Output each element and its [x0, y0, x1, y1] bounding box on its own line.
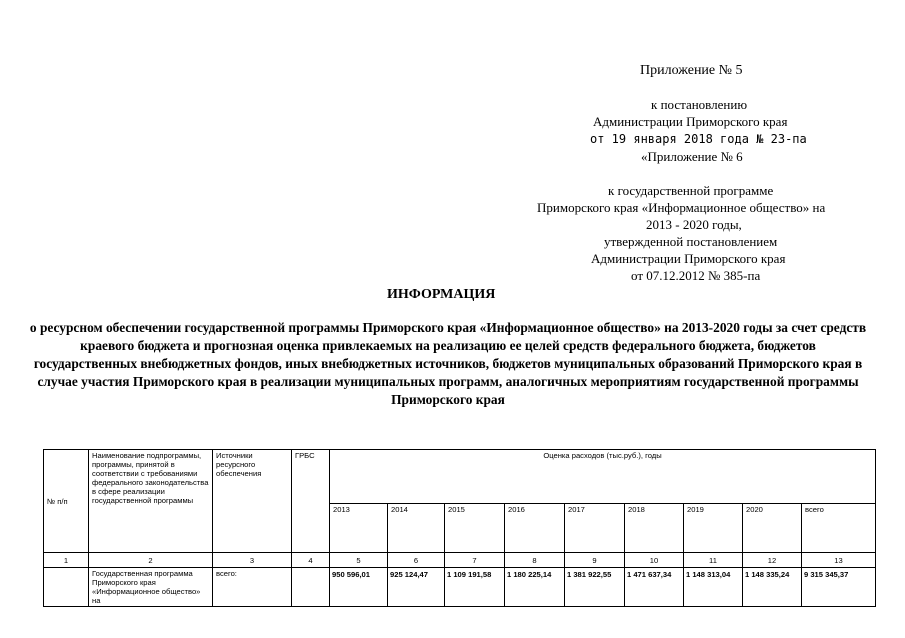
resolution-date-number: от 19 января 2018 года № 23-па	[590, 132, 807, 146]
row-grbs	[292, 568, 330, 607]
year-header: 2013	[330, 504, 388, 553]
year-header: 2018	[625, 504, 684, 553]
row-value-2014: 925 124,47	[388, 568, 445, 607]
year-header-total: всего	[802, 504, 876, 553]
row-value-2015: 1 109 191,58	[445, 568, 505, 607]
year-header: 2020	[743, 504, 802, 553]
administration-label-2: Администрации Приморского края	[591, 251, 786, 266]
year-header: 2019	[684, 504, 743, 553]
column-number: 6	[388, 553, 445, 568]
row-value-2019: 1 148 313,04	[684, 568, 743, 607]
resource-table	[43, 449, 876, 607]
row-value-total: 9 315 345,37	[802, 568, 876, 607]
year-header: 2014	[388, 504, 445, 553]
header-estimate: Оценка расходов (тыс.руб.), годы	[330, 450, 876, 504]
column-number: 4	[292, 553, 330, 568]
row-value-2013: 950 596,01	[330, 568, 388, 607]
column-number: 12	[743, 553, 802, 568]
row-source: всего:	[213, 568, 292, 607]
program-name-label: Приморского края «Информационное общество» на	[537, 200, 826, 215]
column-number-row	[44, 553, 876, 568]
document-subtitle: о ресурсном обеспечении государственной программы Приморского края «Информационное общество» на 2013-2020 годы за счет средств краевого бюджета и прогнозная оценка привлекаемых на реализацию ее целей средств федерального бюджета, бюджетов государственных внебюджетных фондов, иных внебюджетных источников, бюджетов муниципальных образований Приморского края в случае участия Приморского края в реализации муниципальных программ, аналогичных мероприятиям государственной программы Приморского края	[29, 320, 867, 407]
header-source: Источники ресурсного обеспечения	[213, 450, 292, 553]
column-number: 10	[625, 553, 684, 568]
row-num	[44, 568, 89, 607]
year-header: 2015	[445, 504, 505, 553]
table-row	[44, 568, 876, 607]
header-num: № п/п	[44, 450, 89, 553]
administration-label: Администрации Приморского края	[593, 114, 788, 129]
year-header: 2016	[505, 504, 565, 553]
column-number: 7	[445, 553, 505, 568]
row-value-2020: 1 148 335,24	[743, 568, 802, 607]
approved-label: утвержденной постановлением	[604, 234, 778, 249]
to-resolution-label: к постановлению	[651, 97, 748, 112]
column-number: 8	[505, 553, 565, 568]
column-number: 9	[565, 553, 625, 568]
row-program-name: Государственная программа Приморского края «Информационное общество» на	[89, 568, 213, 607]
appendix-label: Приложение № 5	[640, 63, 743, 78]
column-number: 13	[802, 553, 876, 568]
approved-date-label: от 07.12.2012 № 385-па	[631, 268, 761, 283]
column-number: 2	[89, 553, 213, 568]
header-grbs: ГРБС	[292, 450, 330, 553]
row-value-2016: 1 180 225,14	[505, 568, 565, 607]
appendix-6-label: «Приложение № 6	[641, 149, 743, 164]
column-number: 5	[330, 553, 388, 568]
header-row-1	[44, 450, 876, 504]
column-number: 11	[684, 553, 743, 568]
program-years-label: 2013 - 2020 годы,	[646, 217, 742, 232]
column-number: 3	[213, 553, 292, 568]
document-title: ИНФОРМАЦИЯ	[387, 287, 496, 302]
header-name: Наименование подпрограммы, программы, принятой в соответствии с требованиями федерального законодательства в сфере реализации государственной программы	[89, 450, 213, 553]
row-value-2018: 1 471 637,34	[625, 568, 684, 607]
row-value-2017: 1 381 922,55	[565, 568, 625, 607]
column-number: 1	[44, 553, 89, 568]
to-program-label: к государственной программе	[608, 183, 774, 198]
year-header: 2017	[565, 504, 625, 553]
